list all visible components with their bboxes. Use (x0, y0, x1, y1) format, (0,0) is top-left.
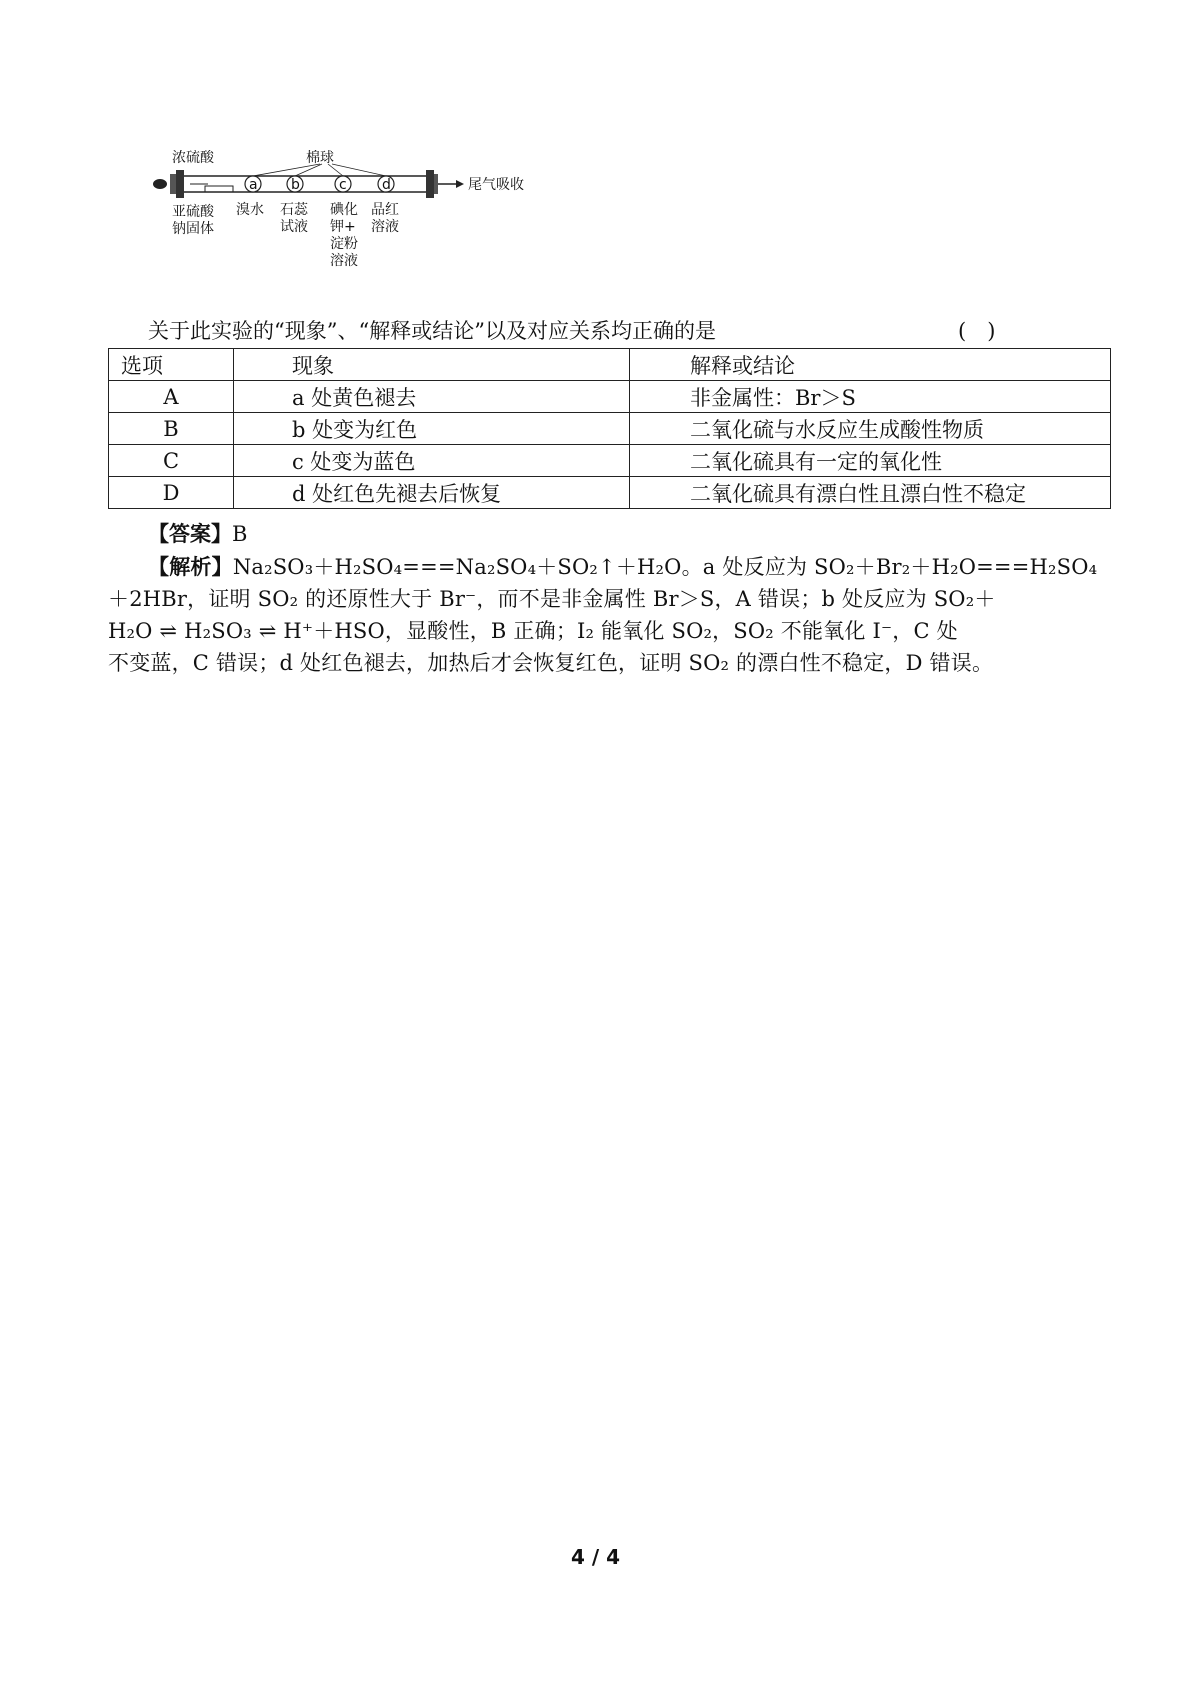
left-cap (170, 174, 176, 194)
phenomenon-cell: c 处变为蓝色 (234, 445, 630, 477)
label-conc-acid: 浓硫酸 (172, 150, 214, 166)
outlet-arrow (456, 180, 464, 188)
analysis-text-1: Na₂SO₃＋H₂SO₄===Na₂SO₄＋SO₂↑＋H₂O。a 处反应为 SO₂＋Br₂＋H₂O===H₂SO₄ (232, 555, 1098, 579)
table-row (109, 477, 1111, 509)
apparatus-figure (150, 150, 560, 290)
analysis-line-2: ＋2HBr，证明 SO₂ 的还原性大于 Br⁻，而不是非金属性 Br＞S，A 错误；b 处反应为 SO₂＋ (108, 587, 996, 611)
table-header-row (109, 349, 1111, 381)
header-conclusion: 解释或结论 (630, 349, 1111, 381)
ball-letter-d: d (382, 177, 391, 193)
header-option: 选项 (109, 349, 234, 381)
phenomenon-cell: d 处红色先褪去后恢复 (234, 477, 630, 509)
label-tail-gas: 尾气吸收 (468, 177, 524, 193)
conclusion-cell: 非金属性：Br＞S (630, 381, 1111, 413)
left-stopper (176, 170, 184, 198)
solid-sample (205, 186, 233, 192)
option-letter: A (109, 381, 234, 413)
phenomenon-cell: b 处变为红色 (234, 413, 630, 445)
dropper-bulb (153, 179, 167, 189)
option-letter: D (109, 477, 234, 509)
options-table (108, 348, 1111, 509)
analysis-line-1 (108, 551, 1111, 583)
answer-line (148, 519, 247, 549)
analysis-label: 【解析】 (148, 555, 233, 579)
label-b-1: 石蕊 (280, 202, 308, 218)
table-row (109, 381, 1111, 413)
right-stopper (426, 170, 434, 198)
conclusion-cell: 二氧化硫具有一定的氧化性 (630, 445, 1111, 477)
label-d-1: 品红 (371, 202, 399, 218)
analysis-section (108, 551, 1111, 679)
phenomenon-cell: a 处黄色褪去 (234, 381, 630, 413)
pointer-line-d (332, 164, 386, 176)
answer-value: B (232, 522, 248, 546)
table-row (109, 445, 1111, 477)
right-cap (434, 174, 438, 194)
label-c-2: 钾+ (330, 219, 356, 235)
option-letter: B (109, 413, 234, 445)
label-c-4: 溶液 (330, 253, 358, 269)
page-number: 4 / 4 (570, 1545, 621, 1569)
table-row (109, 413, 1111, 445)
question-text: 关于此实验的“现象”、“解释或结论”以及对应关系均正确的是 (148, 319, 716, 343)
label-c-3: 淀粉 (330, 236, 358, 252)
analysis-line-3: H₂O ⇌ H₂SO₃ ⇌ H⁺＋HSO，显酸性，B 正确；I₂ 能氧化 SO₂，SO₂ 不能氧化 I⁻，C 处 (108, 619, 958, 643)
label-a: 溴水 (236, 202, 264, 218)
label-cotton: 棉球 (306, 150, 334, 166)
analysis-line-4: 不变蓝，C 错误；d 处红色褪去，加热后才会恢复红色，证明 SO₂ 的漂白性不稳定，D 错误。 (108, 651, 994, 675)
label-d-2: 溶液 (371, 219, 399, 235)
question-stem (148, 316, 1108, 346)
ball-letter-a: a (249, 177, 258, 193)
label-c-1: 碘化 (330, 202, 358, 218)
label-b-2: 试液 (280, 219, 308, 235)
header-phenomenon: 现象 (234, 349, 630, 381)
apparatus-diagram (150, 150, 560, 290)
option-letter: C (109, 445, 234, 477)
conclusion-cell: 二氧化硫具有漂白性且漂白性不稳定 (630, 477, 1111, 509)
ball-letter-b: b (291, 177, 300, 193)
ball-letter-c: c (339, 177, 347, 193)
conclusion-cell: 二氧化硫与水反应生成酸性物质 (630, 413, 1111, 445)
answer-label: 【答案】 (148, 522, 232, 546)
label-solid-1: 亚硫酸 (172, 204, 214, 220)
label-solid-2: 钠固体 (172, 221, 214, 237)
answer-blank: ( ) (958, 319, 996, 343)
